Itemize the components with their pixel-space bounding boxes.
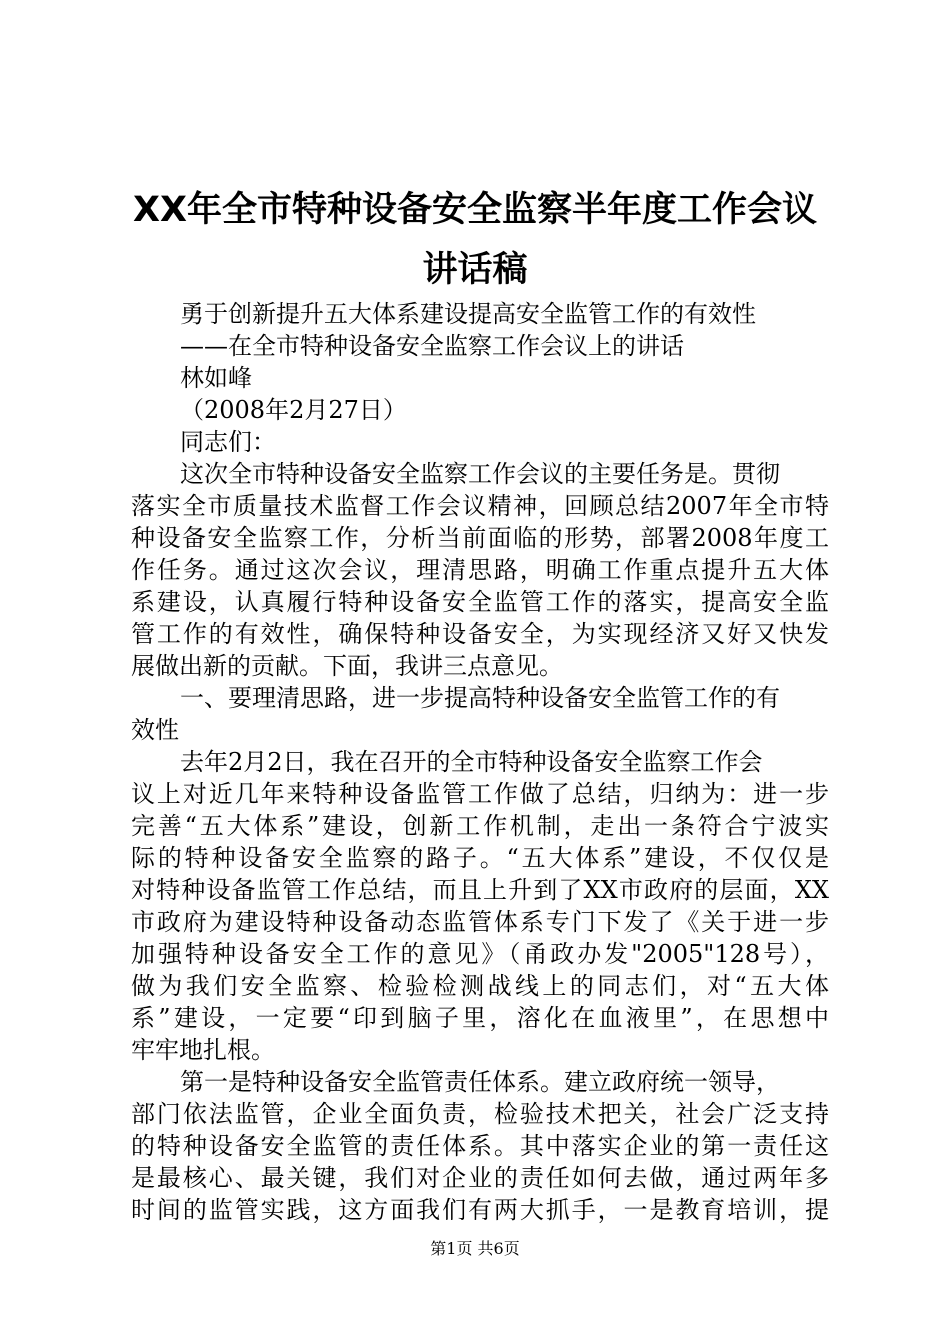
subtitle: 勇于创新提升五大体系建设提高安全监管工作的有效性 xyxy=(180,300,756,328)
paragraph-line: 作任务。通过这次会议，理清思路，明确工作重点提升五大体 xyxy=(131,556,829,584)
paragraph-line: 系”建设，一定要“印到脑子里，溶化在血液里”，在思想中 xyxy=(131,1004,829,1032)
section-heading: 一、要理清思路，进一步提高特种设备安全监管工作的有 xyxy=(180,684,780,712)
paragraph-line: 系建设，认真履行特种设备安全监管工作的落实，提高安全监 xyxy=(131,588,829,616)
paragraph-line: 市政府为建设特种设备动态监管体系专门下发了《关于进一步 xyxy=(131,908,829,936)
paragraph-line: 议上对近几年来特种设备监管工作做了总结，归纳为：进一步 xyxy=(131,780,829,808)
document-title-line1: XX年全市特种设备安全监察半年度工作会议 xyxy=(133,190,817,230)
paragraph-line: 的特种设备安全监管的责任体系。其中落实企业的第一责任这 xyxy=(131,1132,829,1160)
paragraph-line: 加强特种设备安全工作的意见》（甬政办发"2005"128号）， xyxy=(131,940,829,968)
document-title-line2: 讲话稿 xyxy=(422,250,528,290)
paragraph-line: 做为我们安全监察、检验检测战线上的同志们，对“五大体 xyxy=(131,972,829,1000)
salutation: 同志们： xyxy=(180,428,276,456)
paragraph-line: 种设备安全监察工作，分析当前面临的形势，部署2008年度工 xyxy=(131,524,829,552)
author: 林如峰 xyxy=(180,364,252,392)
paragraph-line: 落实全市质量技术监督工作会议精神，回顾总结2007年全市特 xyxy=(131,492,829,520)
paragraph-line: 时间的监管实践，这方面我们有两大抓手，一是教育培训，提 xyxy=(131,1196,829,1224)
paragraph-line: 去年2月2日，我在召开的全市特种设备安全监察工作会 xyxy=(180,748,763,776)
paragraph-line: 这次全市特种设备安全监察工作会议的主要任务是。贯彻 xyxy=(180,460,780,488)
paragraph-line: 际的特种设备安全监察的路子。“五大体系”建设，不仅仅是 xyxy=(131,844,829,872)
paragraph-line: 对特种设备监管工作总结，而且上升到了XX市政府的层面，XX xyxy=(131,876,829,904)
paragraph-line: 展做出新的贡献。下面，我讲三点意见。 xyxy=(131,652,563,680)
speech-date: （2008年2月27日） xyxy=(180,396,407,424)
paragraph-line: 管工作的有效性，确保特种设备安全，为实现经济又好又快发 xyxy=(131,620,829,648)
subtitle-speech: ——在全市特种设备安全监察工作会议上的讲话 xyxy=(180,332,684,360)
section-heading: 效性 xyxy=(131,716,179,744)
paragraph-line: 牢牢地扎根。 xyxy=(131,1036,275,1064)
paragraph-line: 完善“五大体系”建设，创新工作机制，走出一条符合宁波实 xyxy=(131,812,829,840)
paragraph-line: 第一是特种设备安全监管责任体系。建立政府统一领导， xyxy=(180,1068,780,1096)
paragraph-line: 是最核心、最关键，我们对企业的责任如何去做，通过两年多 xyxy=(131,1164,829,1192)
paragraph-line: 部门依法监管，企业全面负责，检验技术把关，社会广泛支持 xyxy=(131,1100,829,1128)
page-footer: 第1页 共6页 xyxy=(430,1239,520,1258)
